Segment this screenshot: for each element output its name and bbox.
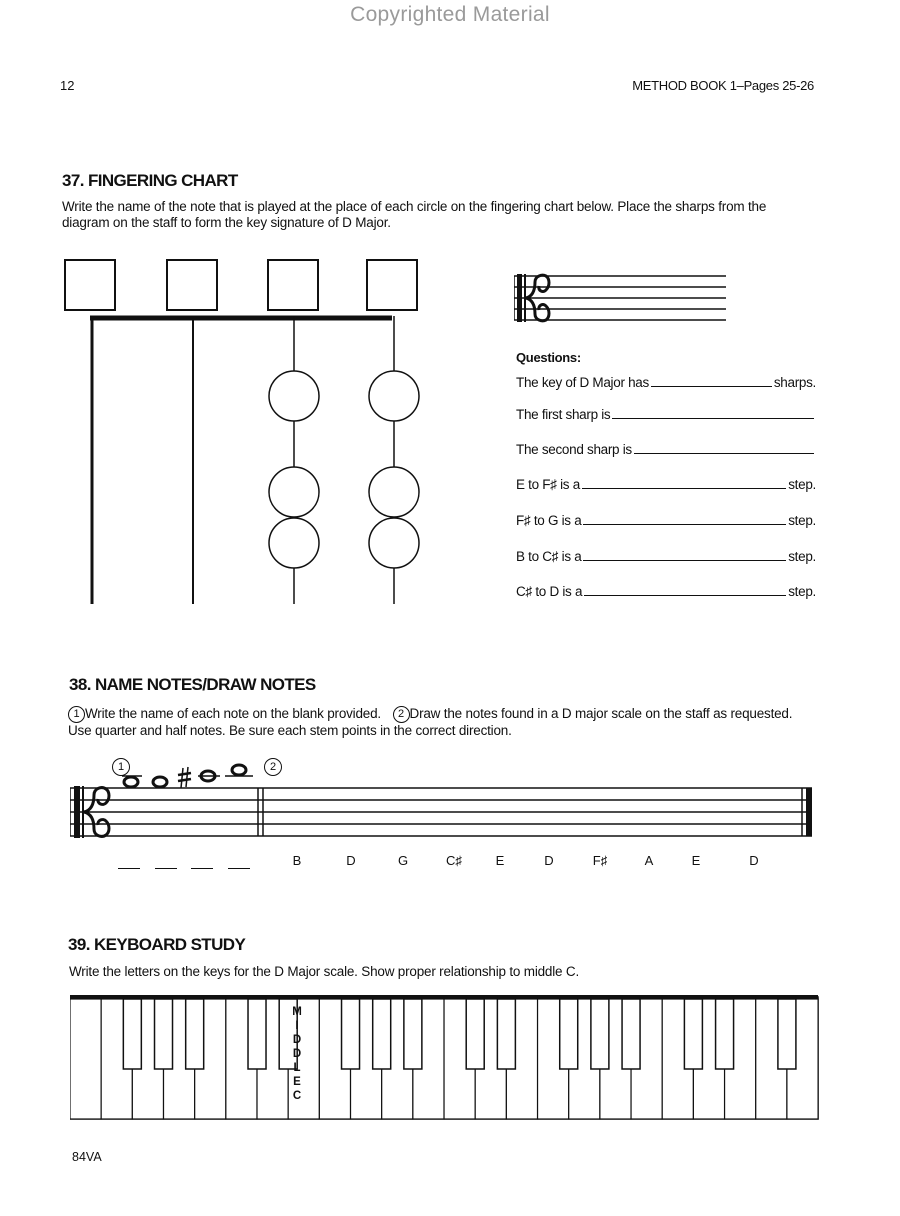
black-key[interactable]: [123, 999, 141, 1069]
copyright-watermark: Copyrighted Material: [350, 3, 550, 26]
whole-note: [153, 777, 167, 787]
section-38-instruction: [68, 706, 808, 739]
question-prefix: The first sharp is: [516, 407, 611, 422]
piano-keyboard[interactable]: [70, 993, 820, 1123]
note-letter: E: [495, 853, 505, 868]
question-prefix: C♯ to D is a: [516, 584, 583, 599]
note-name-blank[interactable]: [118, 868, 140, 869]
note-letter: B: [292, 853, 302, 868]
answer-blank[interactable]: [612, 406, 814, 419]
black-key[interactable]: [716, 999, 734, 1069]
question-suffix: step.: [788, 513, 816, 528]
answer-blank[interactable]: [582, 476, 786, 489]
black-key[interactable]: [466, 999, 484, 1069]
running-head: METHOD BOOK 1–Pages 25-26: [632, 78, 814, 93]
black-key[interactable]: [373, 999, 391, 1069]
sharp-icon: [178, 767, 191, 788]
question-prefix: B to C♯ is a: [516, 549, 582, 564]
question-row: [516, 548, 816, 568]
question-row: [516, 512, 816, 532]
question-suffix: sharps.: [773, 375, 816, 390]
section-37-instruction: Write the name of the note that is played at the place of each circle on the fingering chart below. Place the sharps from the diagram on the staff to form the key signature of D Major.: [62, 199, 767, 230]
note-name-blank[interactable]: [228, 868, 250, 869]
question-row: [516, 406, 816, 426]
section-37-title: 37. FINGERING CHART: [62, 171, 238, 190]
black-key[interactable]: [155, 999, 173, 1069]
note-letter: D: [346, 853, 356, 868]
note-letter: C♯: [446, 853, 462, 868]
instruction-part-2: Draw the notes found in a D major scale on the staff as requested. Use quarter and half notes. Be sure each stem points in the correct direction.: [68, 706, 793, 738]
finger-circle: [369, 518, 419, 568]
finger-circle: [369, 371, 419, 421]
answer-box-3[interactable]: [268, 260, 318, 310]
note-letter: A: [644, 853, 654, 868]
middle-c-letter: L: [293, 1062, 301, 1074]
fingering-chart: [55, 250, 435, 612]
whole-note: [232, 765, 246, 775]
answer-blank[interactable]: [634, 441, 814, 454]
question-row: [516, 583, 816, 603]
black-key[interactable]: [404, 999, 422, 1069]
middle-c-letter: E: [293, 1076, 301, 1088]
answer-blank[interactable]: [584, 583, 786, 596]
marker-1-icon: 1: [112, 758, 130, 776]
note-letter: D: [749, 853, 759, 868]
note-letter: D: [544, 853, 554, 868]
instruction-part-1: Write the name of each note on the blank provided.: [85, 706, 381, 722]
black-key[interactable]: [684, 999, 702, 1069]
question-prefix: F♯ to G is a: [516, 513, 582, 528]
finger-circle: [369, 467, 419, 517]
answer-blank[interactable]: [583, 512, 786, 525]
finger-circle: [269, 371, 319, 421]
question-suffix: step.: [788, 584, 816, 599]
black-key[interactable]: [560, 999, 578, 1069]
marker-1-icon: 1: [68, 706, 85, 723]
middle-c-letter: D: [292, 1034, 302, 1046]
black-key[interactable]: [622, 999, 640, 1069]
question-suffix: step.: [788, 477, 816, 492]
whole-note: [124, 777, 138, 787]
section-39-title: 39. KEYBOARD STUDY: [68, 935, 246, 954]
marker-2-icon: 2: [264, 758, 282, 776]
music-staff: [70, 756, 815, 840]
question-row: [516, 476, 816, 496]
key-signature-staff[interactable]: [514, 272, 729, 326]
answer-box-2[interactable]: [167, 260, 217, 310]
question-prefix: The key of D Major has: [516, 375, 649, 390]
question-suffix: step.: [788, 549, 816, 564]
note-name-blank[interactable]: [191, 868, 213, 869]
question-row: [516, 374, 816, 394]
answer-blank[interactable]: [583, 548, 786, 561]
note-letter: G: [397, 853, 409, 868]
question-row: [516, 441, 816, 461]
finger-circle: [269, 518, 319, 568]
section-38-title: 38. NAME NOTES/DRAW NOTES: [69, 675, 316, 694]
black-key[interactable]: [497, 999, 515, 1069]
black-key[interactable]: [342, 999, 360, 1069]
black-key[interactable]: [248, 999, 266, 1069]
note-name-blank[interactable]: [155, 868, 177, 869]
question-prefix: The second sharp is: [516, 442, 632, 457]
section-39-instruction: Write the letters on the keys for the D Major scale. Show proper relationship to middle C.: [69, 964, 579, 979]
black-key[interactable]: [591, 999, 609, 1069]
answer-box-4[interactable]: [367, 260, 417, 310]
black-key[interactable]: [778, 999, 796, 1069]
middle-c-letter: I: [295, 1020, 299, 1032]
middle-c-letter: M: [292, 1006, 302, 1018]
middle-c-letter: D: [292, 1048, 302, 1060]
black-key[interactable]: [186, 999, 204, 1069]
footer-code: 84VA: [72, 1150, 102, 1164]
note-letter: E: [691, 853, 701, 868]
note-letter: F♯: [592, 853, 608, 868]
middle-c-label: [289, 1005, 305, 1103]
finger-circle: [269, 467, 319, 517]
answer-box-1[interactable]: [65, 260, 115, 310]
question-prefix: E to F♯ is a: [516, 477, 580, 492]
marker-2-icon: 2: [393, 706, 410, 723]
white-key[interactable]: [70, 999, 101, 1119]
questions-title: Questions:: [516, 350, 581, 365]
answer-blank[interactable]: [651, 374, 772, 387]
page-number: 12: [60, 78, 75, 93]
middle-c-letter: C: [292, 1090, 302, 1102]
